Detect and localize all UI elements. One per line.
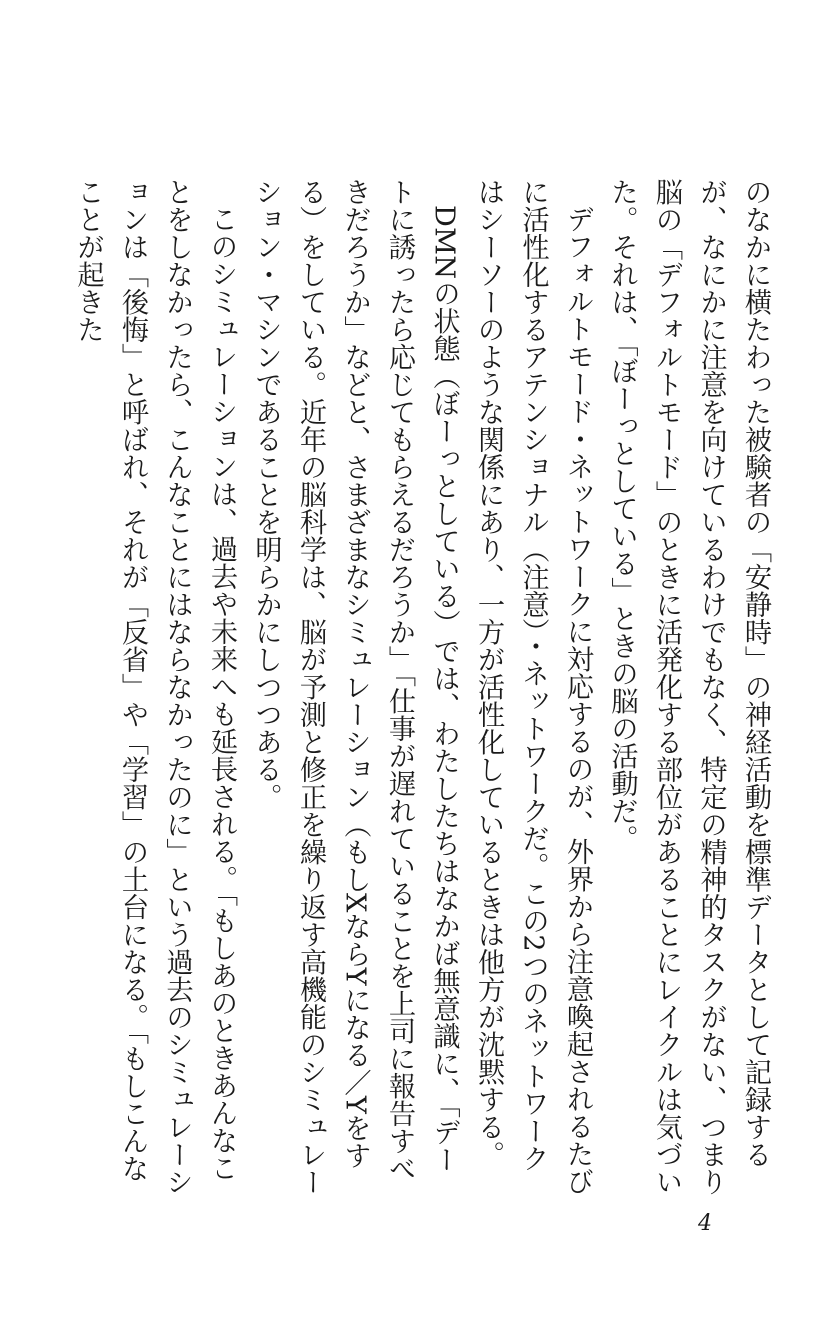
body-text bbox=[65, 178, 777, 1198]
paragraph-3: DMNの状態（ぼーっとしている）では、わたしたちはなかば無意識に、「デートに誘ったら応じてもらえるだろうか」「仕事が遅れていることを上司に報告すべきだろうか」などと、さまざまなシミュレーション（もしXならYになる／Yをする）をしている。近年の脳科学は、脳が予測と修正を繰り返す高機能のシミュレーション・マシンであることを明らかにしつつある。 bbox=[250, 178, 460, 1196]
page-number: 4 bbox=[698, 1211, 712, 1236]
paragraph-2: デフォルトモード・ネットワークに対応するのが、外界から注意喚起されるたびに活性化するアテンショナル（注意）・ネットワークだ。この2つのネットワークはシーソーのような関係にあり、一方が活性化しているときは他方が沈黙する。 bbox=[473, 178, 593, 1196]
paragraph-4: このシミュレーションは、過去や未来へも延長される。「もしあのときあんなことをしなかったら、こんなことにはならなかったのに」という過去のシミュレーションは「後悔」と呼ばれ、それが「反省」や「学習」の土台になる。「もしこんなことが起きた bbox=[72, 178, 237, 1196]
paragraph-1: のなかに横たわった被験者の「安静時」の神経活動を標準データとして記録するが、なにかに注意を向けているわけでもなく、特定の精神的タスクがない、つまり脳の「デフォルトモード」のときに活発化する部位があることにレイクルは気づいた。それは、「ぼーっとしている」ときの脳の活動だ。 bbox=[606, 178, 771, 1196]
